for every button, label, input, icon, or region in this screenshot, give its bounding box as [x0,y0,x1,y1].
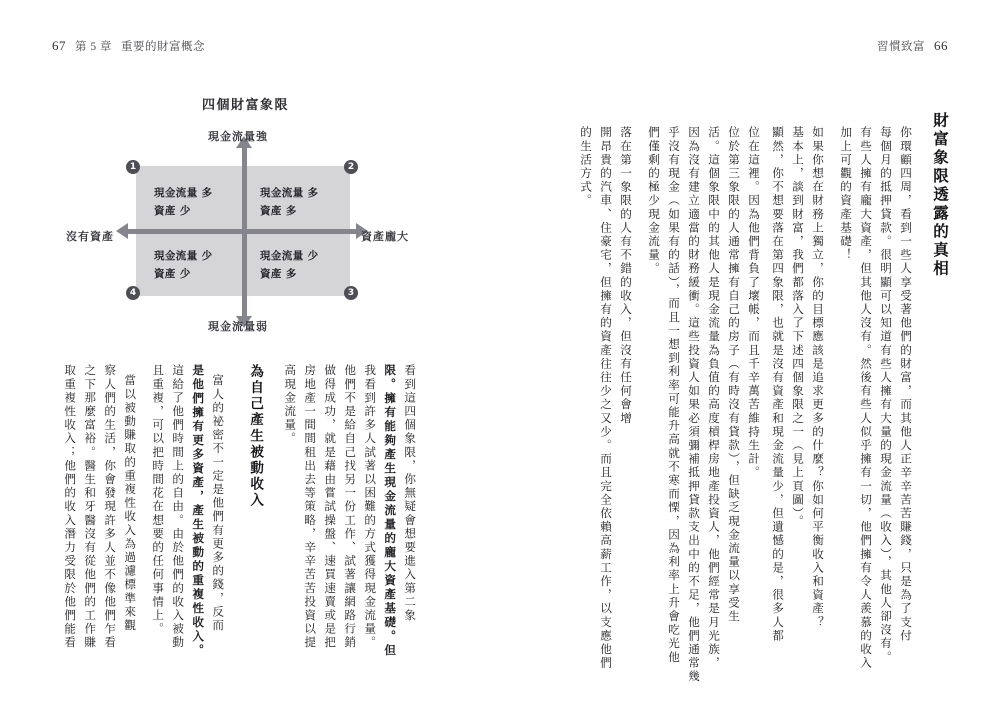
article-column-4: 加上可觀的資產基礎！ [839,126,853,262]
article-heading: 財富象限透露的真相 [931,112,950,279]
section2-column-5: 做得成功，就是藉由嘗試操盤、速買速賣或是把 [323,364,338,650]
quadrant-3-line2: 資產 多 [260,268,297,280]
article-column-12: 乎沒有現金（如果有的話），而且一想到利率可能升高就不寒而慄，因為利率上升會吃光他 [667,126,681,665]
article-column-6: 基本上，談到財富，我們都落入了下述四個象限之一（見上頁圖）。 [791,126,805,529]
section3-column-5: 當以被動賺取的重複性收入為過濾標準來觀 [123,374,138,633]
quadrant-4-line2: 資產 少 [154,268,191,280]
quadrant-4-line1: 現金流量 少 [154,250,213,262]
section3-column-2: 是他們擁有更多資產，產生被動的重複性收入。 [191,364,206,658]
article-column-15: 開昂貴的汽車、住豪宅，但擁有的資產往往少之又少。而且完全依賴高薪工作，以支應他們 [599,126,613,670]
section2-column-4: 他們不是給自己找另一份工作、試著讓網路行銷 [343,364,358,650]
quadrant-badge-1: 1 [126,160,140,174]
folio-left: 67 [52,38,66,53]
quadrant-3-line1: 現金流量 少 [260,250,319,262]
chapter-number: 第 5 章 [75,41,112,53]
axis-label-top: 現金流量強 [208,130,268,143]
section3-column-3: 這給了他們時間上的自由。由於他們的收入被動 [171,364,186,650]
quadrant-badge-2: 2 [344,160,358,174]
section2-column-3: 我看到許多人試著以困難的方式獲得現金流量。 [363,364,378,650]
article-column-13: 們僅剩的極少現金流量。 [647,126,661,276]
diagram-title: 四個財富象限 [202,98,290,113]
axis-label-right: 資產龐大 [361,230,409,243]
quadrant-2-line1: 現金流量 多 [260,187,319,199]
section3-column-7: 之下那麼富裕。醫生和牙醫沒有從他們的工作賺 [83,364,98,650]
article-column-3: 有些人擁有龐大資產，但其他人沒有。然後有些人似乎擁有一切，他們擁有令人羨慕的收入 [859,126,873,670]
folio-right: 66 [934,38,948,53]
quadrant-2-line2: 資產 多 [260,205,297,217]
section2-column-7: 高現金流量。 [283,364,298,446]
article-column-14: 落在第一象限的人有不錯的收入，但沒有任何會增 [619,126,633,426]
article-column-1: 你環顧四周，看到一些人享受著他們的財富，而其他人正辛辛苦苦賺錢，只是為了支付 [899,126,913,643]
quadrant-badge-4: 4 [126,286,140,300]
axis-label-bottom: 現金流量弱 [208,320,268,333]
section3-column-8: 取重複性收入；他們的收入潛力受限於他們能看 [63,364,78,650]
article-column-2: 每個月的抵押貸款。很明顯可以知道有些人擁有大量的現金流量（收入），其他人卻沒有。 [879,126,893,665]
section2-column-2: 限。擁有能夠產生現金流量的龐大資產基礎。但 [383,364,398,658]
section3-column-1: 富人的祕密不一定是他們有更多的錢，反而 [211,374,226,633]
quadrant-1-line2: 資產 少 [154,205,191,217]
article-column-5: 如果你想在財務上獨立，你的目標應該是追求更多的什麼？你如何平衡收入和資產？ [811,126,825,630]
quadrant-badge-3: 3 [344,286,358,300]
article-column-16: 的生活方式。 [579,126,593,208]
article-column-10: 活。這個象限中的其他人是現金流量為負值的高度槓桿房地產投資人，他們經常是月光族， [707,126,721,670]
section3-column-6: 察人們的生活，你會發現許多人並不像他們乍看 [103,364,118,650]
book-title: 習慣致富 [877,41,925,53]
article-column-7: 顯然，你不想要落在第四象限，也就是沒有資產和現金流量少，但遺憾的是，很多人都 [771,126,785,643]
section3-column-4: 且重複，可以把時間花在想要的任何事情上。 [151,364,166,636]
chapter-title: 重要的財富概念 [121,41,205,53]
quadrant-1-line1: 現金流量 多 [154,187,213,199]
section2-column-6: 房地產一間間租出去等策略，辛辛苦苦投資以提 [303,364,318,650]
article-column-9: 位於第三象限的人通常擁有自己的房子（有時沒有貸款），但缺乏現金流量以享受生 [727,126,741,624]
article-column-11: 因為沒有建立適當的財務緩衝。這些投資人如果必須彌補抵押貸款支出中的不足，他們通常幾 [687,126,701,684]
axis-label-left: 沒有資產 [66,230,114,243]
article-column-8: 位在這裡。因為他們背負了壞帳，而且千辛萬苦維持生計。 [747,126,761,480]
section2-column-1: 看到這四個象限，你無疑會想要進入第二象 [403,364,418,623]
section2-heading: 為自己產生被動收入 [247,364,264,509]
